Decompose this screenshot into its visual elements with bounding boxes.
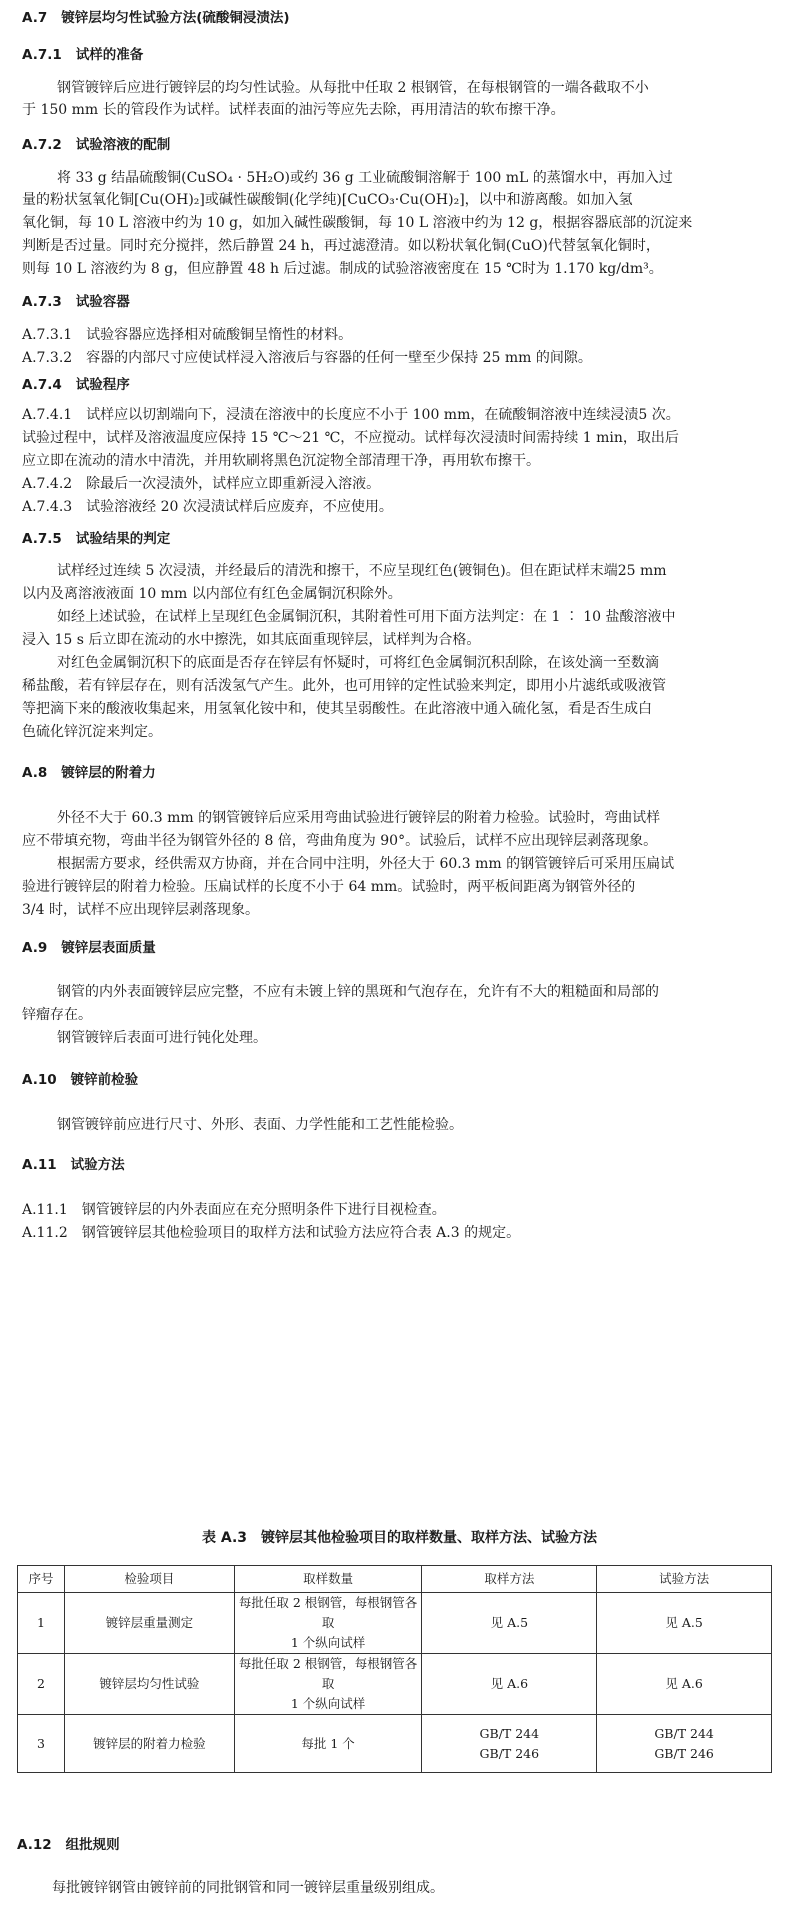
paragraph-line: 以内及离溶液液面 10 mm 以内部位有红色金属铜沉积除外。 — [22, 586, 402, 602]
heading-a7: A.7 镀锌层均匀性试验方法(硫酸铜浸渍法) — [22, 10, 290, 26]
clause-line: A.7.4.3 试验溶液经 20 次浸渍试样后应废弃，不应使用。 — [22, 499, 393, 515]
heading-a8: A.8 镀锌层的附着力 — [22, 765, 156, 781]
paragraph-line: 3/4 时，试样不应出现锌层剥落现象。 — [22, 902, 259, 918]
table-row — [18, 1654, 772, 1715]
header-cell: 取样方法 — [422, 1566, 597, 1593]
heading-a7-3: A.7.3 试验容器 — [22, 294, 130, 310]
paragraph-line: 每批镀锌钢管由镀锌前的同批钢管和同一镀锌层重量级别组成。 — [52, 1880, 444, 1896]
heading-a11: A.11 试验方法 — [22, 1157, 125, 1173]
paragraph-line: 钢管镀锌后表面可进行钝化处理。 — [57, 1030, 267, 1046]
heading-a7-4: A.7.4 试验程序 — [22, 377, 130, 393]
cell-qty: 每批任取 2 根钢管，每根钢管各取 1 个纵向试样 — [234, 1654, 422, 1715]
paragraph-line: 色硫化锌沉淀来判定。 — [22, 724, 162, 740]
paragraph-line: 于 150 mm 长的管段作为试样。试样表面的油污等应先去除，再用清洁的软布擦干净。 — [22, 102, 565, 118]
heading-a10: A.10 镀锌前检验 — [22, 1072, 139, 1088]
heading-a12: A.12 组批规则 — [17, 1837, 120, 1853]
paragraph-line: 稀盐酸，若有锌层存在，则有活泼氢气产生。此外，也可用锌的定性试验来判定，即用小片滤纸或吸液管 — [22, 678, 666, 694]
table-caption: 表 A.3 镀锌层其他检验项目的取样数量、取样方法、试验方法 — [201, 1530, 598, 1546]
paragraph-line: 试样经过连续 5 次浸渍，并经最后的清洗和擦干，不应呈现红色(镀铜色)。但在距试样末端25 mm — [57, 563, 667, 579]
clause-line: A.11.2 钢管镀锌层其他检验项目的取样方法和试验方法应符合表 A.3 的规定。 — [22, 1225, 521, 1241]
header-cell: 取样数量 — [234, 1566, 422, 1593]
paragraph-line: 外径不大于 60.3 mm 的钢管镀锌后应采用弯曲试验进行镀锌层的附着力检验。试验时，弯曲试样 — [57, 810, 661, 826]
clause-line: A.11.1 钢管镀锌层的内外表面应在充分照明条件下进行目视检查。 — [22, 1202, 446, 1218]
cell-item: 镀锌层均匀性试验 — [64, 1654, 234, 1715]
paragraph-line: 则每 10 L 溶液约为 8 g，但应静置 48 h 后过滤。制成的试验溶液密度在 15 ℃时为 1.170 kg/dm³。 — [22, 261, 663, 277]
cell-qty: 每批 1 个 — [234, 1715, 422, 1773]
cell-item: 镀锌层重量测定 — [64, 1593, 234, 1654]
heading-a7-5: A.7.5 试验结果的判定 — [22, 531, 171, 547]
cell-test-method: 见 A.5 — [597, 1593, 772, 1654]
header-cell: 序号 — [18, 1566, 65, 1593]
paragraph-line: 钢管的内外表面镀锌层应完整，不应有未镀上锌的黑斑和气泡存在，允许有不大的粗糙面和局部的 — [57, 984, 659, 1000]
clause-line: A.7.3.2 容器的内部尺寸应使试样浸入溶液后与容器的任何一壁至少保持 25 mm 的间隙。 — [22, 350, 592, 366]
paragraph-line: 钢管镀锌后应进行镀锌层的均匀性试验。从每批中任取 2 根钢管，在每根钢管的一端各截取不小 — [57, 80, 649, 96]
cell-sampling-method: GB/T 244 GB/T 246 — [422, 1715, 597, 1773]
paragraph-line: 等把滴下来的酸液收集起来，用氢氧化铵中和，使其呈弱酸性。在此溶液中通入硫化氢，看是否生成白 — [22, 701, 652, 717]
clause-line: A.7.4.1 试样应以切割端向下，浸渍在溶液中的长度应不小于 100 mm，在硫酸铜溶液中连续浸渍5 次。 — [22, 407, 680, 423]
header-cell: 试验方法 — [597, 1566, 772, 1593]
table-header-row — [18, 1566, 772, 1593]
paragraph-line: 根据需方要求，经供需双方协商，并在合同中注明，外径大于 60.3 mm 的钢管镀锌后可采用压扁试 — [57, 856, 675, 872]
paragraph-line: 对红色金属铜沉积下的底面是否存在锌层有怀疑时，可将红色金属铜沉积刮除，在该处滴一至数滴 — [57, 655, 659, 671]
table-row — [18, 1593, 772, 1654]
paragraph-line: 验进行镀锌层的附着力检验。压扁试样的长度不小于 64 mm。试验时，两平板间距离为钢管外径的 — [22, 879, 636, 895]
paragraph-line: 浸入 15 s 后立即在流动的水中擦洗，如其底面重现锌层，试样判为合格。 — [22, 632, 481, 648]
table-row — [18, 1715, 772, 1773]
cell-item: 镀锌层的附着力检验 — [64, 1715, 234, 1773]
cell-test-method: GB/T 244 GB/T 246 — [597, 1715, 772, 1773]
paragraph-line: 氧化铜，每 10 L 溶液中约为 10 g，如加入碱性碳酸铜，每 10 L 溶液中约为 12 g，根据容器底部的沉淀来 — [22, 215, 693, 231]
paragraph-line: 锌瘤存在。 — [22, 1007, 92, 1023]
paragraph-line: 判断是否过量。同时充分搅拌，然后静置 24 h，再过滤澄清。如以粉状氧化铜(CuO)代替氢氧化铜时， — [22, 238, 660, 254]
clause-line: A.7.4.2 除最后一次浸渍外，试样应立即重新浸入溶液。 — [22, 476, 381, 492]
clause-line: 应立即在流动的清水中清洗，并用软刷将黑色沉淀物全部清理干净，再用软布擦干。 — [22, 453, 540, 469]
paragraph-line: 如经上述试验，在试样上呈现红色金属铜沉积，其附着性可用下面方法判定：在 1 ∶ 10 盐酸溶液中 — [57, 609, 676, 625]
clause-line: 试验过程中，试样及溶液温度应保持 15 ℃～21 ℃，不应搅动。试样每次浸渍时间需持续 1 min，取出后 — [22, 430, 679, 446]
heading-a7-2: A.7.2 试验溶液的配制 — [22, 137, 171, 153]
cell-test-method: 见 A.6 — [597, 1654, 772, 1715]
cell-no: 3 — [18, 1715, 65, 1773]
heading-a7-1: A.7.1 试样的准备 — [22, 47, 144, 63]
header-cell: 检验项目 — [64, 1566, 234, 1593]
paragraph-line: 将 33 g 结晶硫酸铜(CuSO₄ · 5H₂O)或约 36 g 工业硫酸铜溶解于 100 mL 的蒸馏水中，再加入过 — [57, 170, 673, 186]
cell-no: 1 — [18, 1593, 65, 1654]
cell-sampling-method: 见 A.5 — [422, 1593, 597, 1654]
cell-qty: 每批任取 2 根钢管，每根钢管各取 1 个纵向试样 — [234, 1593, 422, 1654]
paragraph-line: 量的粉状氢氧化铜[Cu(OH)₂]或碱性碳酸铜(化学纯)[CuCO₃·Cu(OH)₂]，以中和游离酸。如加入氢 — [22, 192, 633, 208]
inspection-table — [17, 1565, 772, 1773]
clause-line: A.7.3.1 试验容器应选择相对硫酸铜呈惰性的材料。 — [22, 327, 353, 343]
cell-sampling-method: 见 A.6 — [422, 1654, 597, 1715]
paragraph-line: 应不带填充物，弯曲半径为钢管外径的 8 倍，弯曲角度为 90°。试验后，试样不应出现锌层剥落现象。 — [22, 833, 658, 849]
cell-no: 2 — [18, 1654, 65, 1715]
heading-a9: A.9 镀锌层表面质量 — [22, 940, 156, 956]
paragraph-line: 钢管镀锌前应进行尺寸、外形、表面、力学性能和工艺性能检验。 — [57, 1117, 463, 1133]
